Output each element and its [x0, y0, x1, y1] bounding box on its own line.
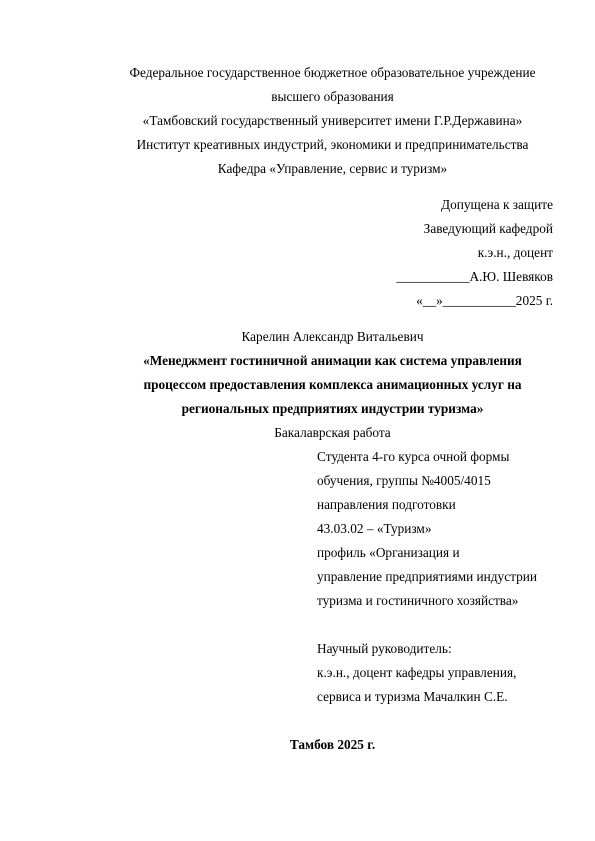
student-info-line-1: Студента 4-го курса очной формы: [317, 449, 510, 464]
approval-line-5: «__»___________2025 г.: [416, 293, 553, 308]
thesis-title-line-2: процессом предоставления комплекса анимационных услуг на: [143, 377, 522, 392]
work-type: Бакалаврская работа: [274, 425, 391, 440]
student-info-line-5: профиль «Организация и: [317, 545, 460, 560]
approval-line-3: к.э.н., доцент: [477, 245, 553, 260]
approval-line-1: Допущена к защите: [441, 197, 553, 212]
approval-line-2: Заведующий кафедрой: [423, 221, 553, 236]
student-info-line-3: направления подготовки: [317, 497, 456, 512]
approval-line-4: ___________А.Ю. Шевяков: [396, 269, 553, 284]
supervisor-line-1: Научный руководитель:: [317, 641, 452, 656]
supervisor-line-2: к.э.н., доцент кафедры управления,: [317, 665, 517, 680]
thesis-title-line-1: «Менеджмент гостиничной анимации как система управления: [143, 353, 522, 368]
header-line-2: высшего образования: [271, 89, 394, 104]
student-info-line-4: 43.03.02 – «Туризм»: [317, 521, 432, 536]
student-info-line-2: обучения, группы №4005/4015: [317, 473, 491, 488]
header-line-1: Федеральное государственное бюджетное образовательное учреждение: [129, 65, 536, 80]
student-info-line-6: управление предприятиями индустрии: [317, 569, 537, 584]
header-line-4: Институт креативных индустрий, экономики и предпринимательства: [136, 137, 529, 152]
header-line-3: «Тамбовский государственный университет имени Г.Р.Державина»: [142, 113, 523, 128]
city-year: Тамбов 2025 г.: [289, 737, 376, 752]
thesis-title-line-3: региональных предприятиях индустрии туризма»: [181, 401, 484, 416]
author-name: Карелин Александр Витальевич: [241, 329, 424, 344]
supervisor-line-3: сервиса и туризма Мачалкин С.Е.: [317, 689, 508, 704]
student-info-line-7: туризма и гостиничного хозяйства»: [317, 593, 519, 608]
header-line-5: Кафедра «Управление, сервис и туризм»: [217, 161, 448, 176]
